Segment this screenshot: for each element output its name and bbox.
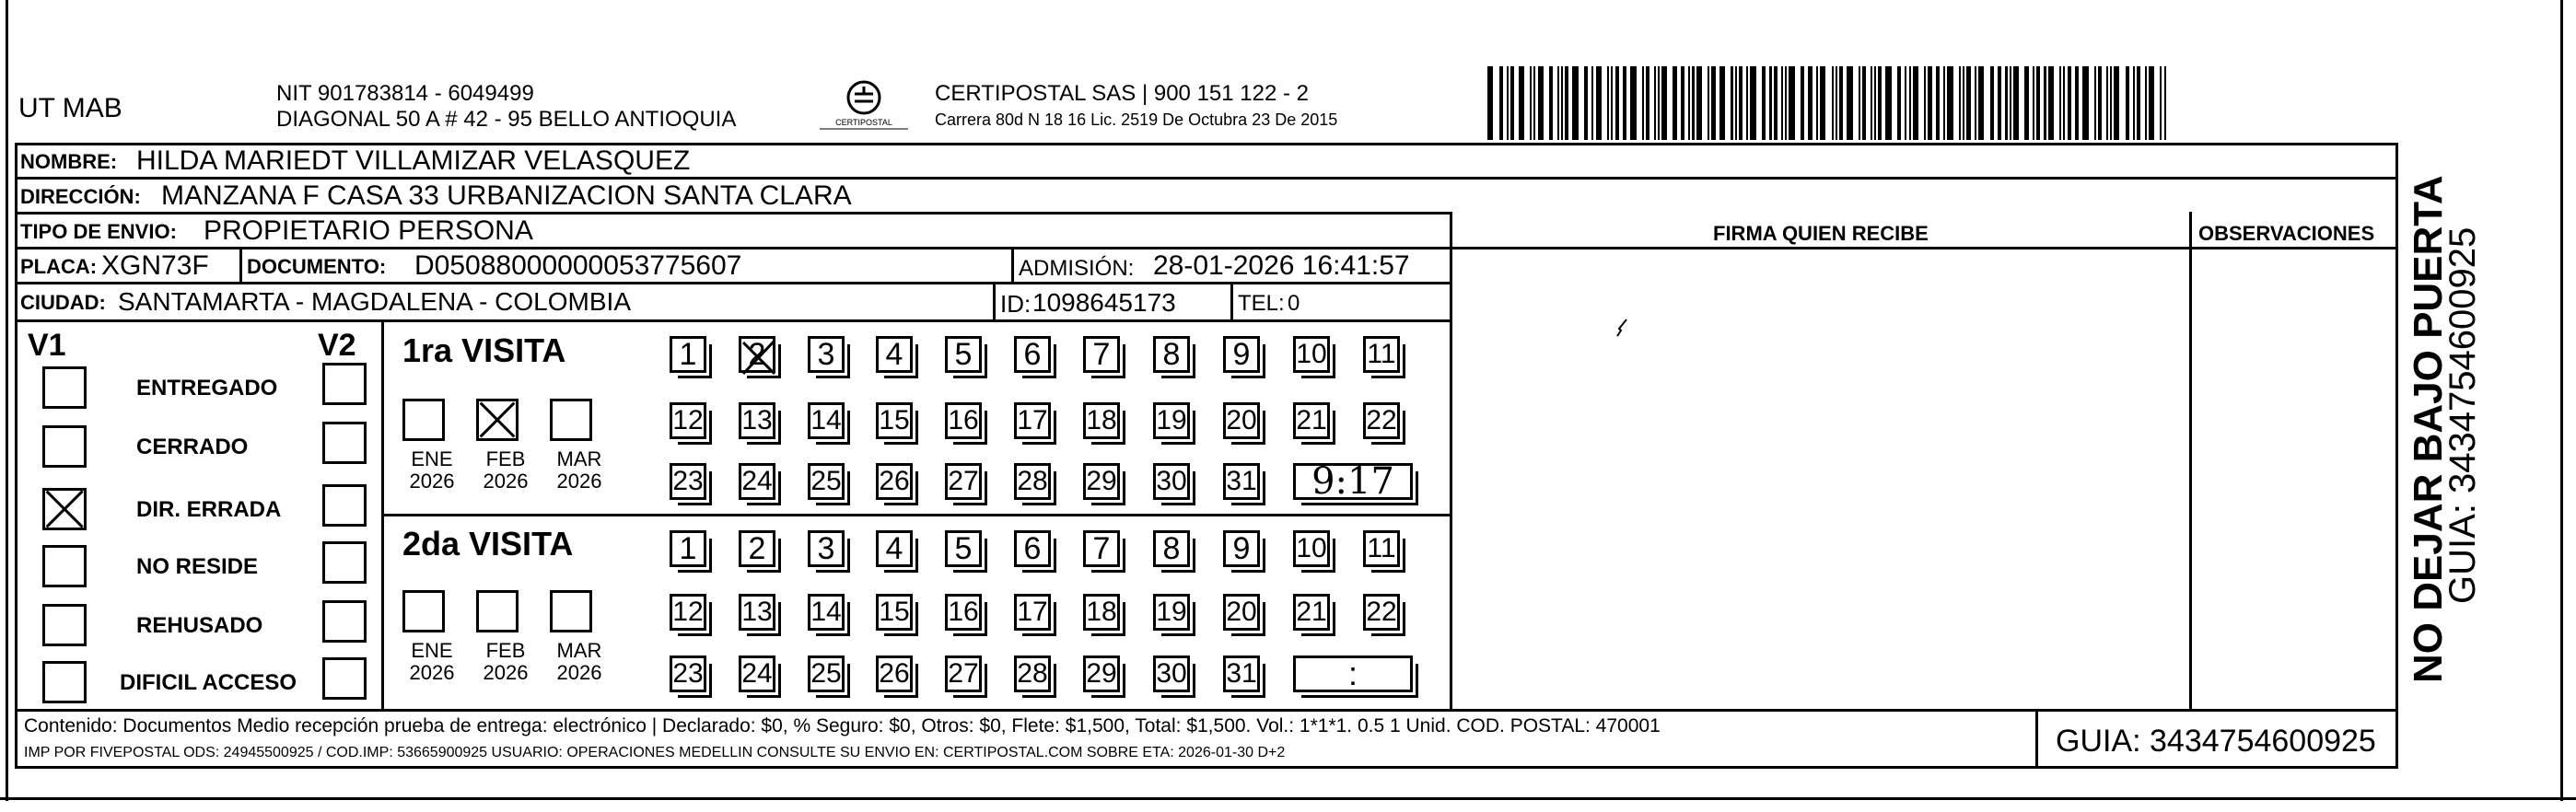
day-box[interactable] xyxy=(1293,530,1330,567)
day-box[interactable] xyxy=(1223,594,1260,631)
v2-checkbox[interactable] xyxy=(322,600,367,643)
col-line xyxy=(1011,247,1014,284)
v2-checkbox[interactable] xyxy=(322,541,367,584)
day-number: 4 xyxy=(885,336,903,372)
day-number: 2 xyxy=(748,530,766,566)
v1-checkbox[interactable] xyxy=(42,661,87,703)
address-text: DIAGONAL 50 A # 42 - 95 BELLO ANTIOQUIA xyxy=(276,107,737,132)
day-number: 11 xyxy=(1367,533,1396,563)
day-box[interactable] xyxy=(945,336,982,373)
day-number: 28 xyxy=(1017,658,1048,689)
day-box[interactable] xyxy=(876,530,913,567)
direccion-value: MANZANA F CASA 33 URBANIZACION SANTA CLARA xyxy=(161,180,852,211)
day-number: 14 xyxy=(810,405,842,435)
day-number: 15 xyxy=(879,405,910,435)
page-edge-bottom xyxy=(0,797,2576,800)
day-number: 12 xyxy=(672,597,704,627)
row-line xyxy=(15,247,2398,249)
row-line xyxy=(15,282,1451,284)
day-number: 21 xyxy=(1296,405,1327,435)
day-box[interactable] xyxy=(670,530,706,567)
day-box[interactable] xyxy=(808,463,845,500)
day-number: 18 xyxy=(1086,405,1117,435)
col-line xyxy=(381,319,384,711)
col-line xyxy=(1230,282,1233,319)
col-line xyxy=(2035,709,2038,769)
day-number: 12 xyxy=(672,405,704,435)
admision-label: ADMISIÓN: xyxy=(1019,256,1135,281)
status-label: ENTREGADO xyxy=(136,376,278,400)
day-number: 30 xyxy=(1156,658,1187,689)
row-line xyxy=(15,319,1451,322)
day-box[interactable] xyxy=(1363,594,1400,631)
day-box[interactable] xyxy=(1083,402,1120,439)
day-box[interactable] xyxy=(1223,336,1260,373)
tipo-label: TIPO DE ENVIO: xyxy=(20,220,177,243)
direccion-label: DIRECCIÓN: xyxy=(20,185,141,208)
day-number: 15 xyxy=(879,597,910,627)
day-number: 29 xyxy=(1086,466,1117,496)
page-edge-right xyxy=(2560,0,2563,801)
day-number: 4 xyxy=(885,530,903,566)
day-box[interactable] xyxy=(1293,402,1330,439)
day-box[interactable] xyxy=(876,655,913,692)
day-box[interactable] xyxy=(1083,655,1120,692)
day-box[interactable] xyxy=(670,463,706,500)
v1-checkbox[interactable] xyxy=(42,425,87,468)
side-guia: GUIA: 3434754600925 xyxy=(2442,226,2483,604)
day-number: 13 xyxy=(741,597,773,627)
day-box[interactable] xyxy=(1363,336,1400,373)
month-checkbox[interactable] xyxy=(550,399,592,441)
day-number: 26 xyxy=(879,658,910,689)
status-label: DIR. ERRADA xyxy=(136,497,282,522)
day-box[interactable] xyxy=(1083,530,1120,567)
day-box[interactable] xyxy=(1153,594,1190,631)
day-box[interactable] xyxy=(1153,655,1190,692)
day-box[interactable] xyxy=(739,463,775,500)
time-box[interactable] xyxy=(1293,460,1413,503)
day-number: 25 xyxy=(810,658,842,689)
col-line xyxy=(993,282,996,319)
nombre-label: NOMBRE: xyxy=(20,150,118,173)
day-number: 19 xyxy=(1156,405,1187,435)
day-box[interactable] xyxy=(670,594,706,631)
documento-label: DOCUMENTO: xyxy=(247,255,387,278)
year-label: 2026 xyxy=(556,661,602,684)
day-box[interactable] xyxy=(1153,463,1190,500)
day-box[interactable] xyxy=(808,336,845,373)
day-box[interactable] xyxy=(1153,402,1190,439)
day-number: 30 xyxy=(1156,466,1187,496)
id-label: ID: xyxy=(1000,290,1032,318)
month-label: MAR xyxy=(556,447,602,470)
day-number: 3 xyxy=(817,336,835,372)
day-number: 16 xyxy=(948,597,979,627)
day-number: 16 xyxy=(948,405,979,435)
day-check-mark xyxy=(741,336,778,376)
year-label: 2026 xyxy=(483,470,529,493)
status-label: NO RESIDE xyxy=(136,554,259,579)
visit2-title: 2da VISITA xyxy=(402,525,574,563)
day-box[interactable] xyxy=(670,336,706,373)
day-box[interactable] xyxy=(808,594,845,631)
observaciones-header: OBSERVACIONES xyxy=(2198,222,2375,245)
v2-checkbox[interactable] xyxy=(322,484,367,527)
day-number: 8 xyxy=(1162,530,1181,566)
day-box[interactable] xyxy=(1363,402,1400,439)
footer-imp: IMP POR FIVEPOSTAL ODS: 24945500925 / COD.IMP: 53665900925 USUARIO: OPERACIONES MEDELLIN CONSULTE SU ENVIO EN: CERTIPOSTAL.COM SOBRE ETA: 2026-01-30 D+2 xyxy=(24,745,1286,760)
day-number: 17 xyxy=(1017,405,1048,435)
month-checkbox[interactable] xyxy=(402,590,445,632)
month-label: ENE xyxy=(411,639,453,662)
status-label: CERRADO xyxy=(136,435,249,459)
day-box[interactable] xyxy=(876,594,913,631)
month-checkbox[interactable] xyxy=(402,399,445,441)
day-number: 19 xyxy=(1156,597,1187,627)
time-value: : xyxy=(1347,655,1358,692)
v2-header: V2 xyxy=(318,328,356,363)
day-number: 10 xyxy=(1296,533,1327,563)
status-label: REHUSADO xyxy=(136,613,263,638)
tel-value: 0 xyxy=(1288,291,1300,316)
month-label: FEB xyxy=(485,447,526,470)
day-number: 11 xyxy=(1367,339,1396,369)
day-box[interactable] xyxy=(670,402,706,439)
day-number: 7 xyxy=(1092,336,1111,372)
day-number: 1 xyxy=(679,336,697,372)
barcode xyxy=(1487,66,2169,140)
placa-label: PLACA: xyxy=(20,255,98,278)
v2-checkbox[interactable] xyxy=(322,422,367,464)
day-box[interactable] xyxy=(1153,336,1190,373)
visit1-title: 1ra VISITA xyxy=(402,331,566,369)
month-label: ENE xyxy=(411,447,453,470)
day-number: 29 xyxy=(1086,658,1117,689)
day-box[interactable] xyxy=(1223,530,1260,567)
day-number: 21 xyxy=(1296,597,1327,627)
firma-header: FIRMA QUIEN RECIBE xyxy=(1713,222,1929,245)
v1-checkbox[interactable] xyxy=(42,366,87,409)
day-number: 6 xyxy=(1023,530,1042,566)
day-number: 22 xyxy=(1366,405,1397,435)
day-number: 23 xyxy=(672,466,704,496)
v1-header: V1 xyxy=(28,328,66,363)
day-number: 31 xyxy=(1226,466,1257,496)
day-number: 10 xyxy=(1296,339,1327,369)
day-box[interactable] xyxy=(876,402,913,439)
col-line xyxy=(239,247,242,284)
month-checkbox[interactable] xyxy=(476,399,519,441)
barcode-gap xyxy=(2166,66,2168,140)
documento-value: D05088000000053775607 xyxy=(414,250,742,281)
day-number: 2 xyxy=(748,336,766,372)
day-box[interactable] xyxy=(945,463,982,500)
day-number: 25 xyxy=(810,466,842,496)
certipostal-line1: CERTIPOSTAL SAS | 900 151 122 - 2 xyxy=(935,81,1309,106)
day-number: 27 xyxy=(948,466,979,496)
company-left: UT MAB xyxy=(18,93,122,123)
day-box[interactable] xyxy=(1223,655,1260,692)
day-number: 5 xyxy=(954,336,973,372)
certipostal-line2: Carrera 80d N 18 16 Lic. 2519 De Octubra 23 De 2015 xyxy=(935,110,1338,129)
ciudad-value: SANTAMARTA - MAGDALENA - COLOMBIA xyxy=(118,287,631,316)
signature-mark xyxy=(1615,318,1628,338)
day-number: 6 xyxy=(1023,336,1042,372)
row-line xyxy=(381,514,1451,516)
page-edge-left xyxy=(6,0,8,801)
day-box[interactable] xyxy=(1083,594,1120,631)
tel-label: TEL: xyxy=(1238,291,1285,316)
logo-text: CERTIPOSTAL xyxy=(835,118,892,127)
day-box[interactable] xyxy=(876,336,913,373)
month-label: FEB xyxy=(485,639,526,662)
year-label: 2026 xyxy=(409,470,455,493)
day-box[interactable] xyxy=(1083,336,1120,373)
day-number: 31 xyxy=(1226,658,1257,689)
day-number: 17 xyxy=(1017,597,1048,627)
day-box[interactable] xyxy=(1363,530,1400,567)
day-box[interactable] xyxy=(808,655,845,692)
col-line xyxy=(2189,212,2192,711)
day-number: 9 xyxy=(1232,336,1251,372)
day-number: 9 xyxy=(1232,530,1251,566)
admision-value: 28-01-2026 16:41:57 xyxy=(1153,250,1410,281)
time-value: 9:17 xyxy=(1311,460,1394,503)
day-box[interactable] xyxy=(670,655,706,692)
no-dejar-bajo-puerta: NO DEJAR BAJO PUERTA xyxy=(2406,175,2451,683)
day-number: 20 xyxy=(1226,597,1257,627)
v2-checkbox[interactable] xyxy=(322,363,367,405)
day-number: 22 xyxy=(1366,597,1397,627)
footer-guia: GUIA: 3434754600925 xyxy=(2056,724,2376,759)
day-number: 8 xyxy=(1162,336,1181,372)
day-number: 24 xyxy=(741,658,773,689)
day-box[interactable] xyxy=(808,402,845,439)
day-box[interactable] xyxy=(739,655,775,692)
day-number: 24 xyxy=(741,466,773,496)
day-box[interactable] xyxy=(1223,463,1260,500)
v1-checkbox[interactable] xyxy=(42,488,87,530)
day-number: 14 xyxy=(810,597,842,627)
tipo-value: PROPIETARIO PERSONA xyxy=(204,215,533,246)
day-box[interactable] xyxy=(1014,655,1051,692)
day-box[interactable] xyxy=(945,530,982,567)
day-box[interactable] xyxy=(1014,402,1051,439)
year-label: 2026 xyxy=(409,661,455,684)
day-box[interactable] xyxy=(739,336,775,373)
month-checkbox[interactable] xyxy=(476,590,519,632)
v1-checkbox[interactable] xyxy=(42,545,87,587)
day-box[interactable] xyxy=(1153,530,1190,567)
day-number: 5 xyxy=(954,530,973,566)
day-box[interactable] xyxy=(1014,530,1051,567)
day-box[interactable] xyxy=(1014,336,1051,373)
day-number: 23 xyxy=(672,658,704,689)
row-line xyxy=(15,212,1451,215)
day-box[interactable] xyxy=(739,530,775,567)
day-number: 28 xyxy=(1017,466,1048,496)
nombre-value: HILDA MARIEDT VILLAMIZAR VELASQUEZ xyxy=(136,145,691,176)
day-box[interactable] xyxy=(808,530,845,567)
v2-checkbox[interactable] xyxy=(322,657,367,700)
day-box[interactable] xyxy=(739,594,775,631)
day-box[interactable] xyxy=(1223,402,1260,439)
ciudad-label: CIUDAD: xyxy=(20,291,106,314)
year-label: 2026 xyxy=(556,470,602,493)
col-line xyxy=(1450,212,1452,711)
v1-checkbox[interactable] xyxy=(42,604,87,646)
row-line xyxy=(15,709,2398,712)
day-box[interactable] xyxy=(1293,336,1330,373)
day-number: 1 xyxy=(679,530,697,566)
row-line xyxy=(15,177,2398,180)
day-box[interactable] xyxy=(1293,594,1330,631)
day-number: 3 xyxy=(817,530,835,566)
day-number: 18 xyxy=(1086,597,1117,627)
day-number: 20 xyxy=(1226,405,1257,435)
nit-text: NIT 901783814 - 6049499 xyxy=(276,81,534,106)
month-checkbox[interactable] xyxy=(550,590,592,632)
day-box[interactable] xyxy=(945,402,982,439)
status-label: DIFICIL ACCESO xyxy=(120,670,297,695)
placa-value: XGN73F xyxy=(101,250,209,281)
day-number: 26 xyxy=(879,466,910,496)
year-label: 2026 xyxy=(483,661,529,684)
certipostal-logo xyxy=(818,74,910,140)
day-number: 27 xyxy=(948,658,979,689)
day-box[interactable] xyxy=(1014,463,1051,500)
day-number: 7 xyxy=(1092,530,1111,566)
month-label: MAR xyxy=(556,639,602,662)
day-number: 13 xyxy=(741,405,773,435)
day-box[interactable] xyxy=(1083,463,1120,500)
day-box[interactable] xyxy=(1014,594,1051,631)
id-value: 1098645173 xyxy=(1032,288,1176,317)
footer-contenido: Contenido: Documentos Medio recepción prueba de entrega: electrónico | Declarado: $0, % Seguro: $0, Otros: $0, Flete: $1,500, Total: $1,500. Vol.: 1*1*1. 0.5 1 Unid. COD. POSTAL: 470001 xyxy=(24,715,1661,737)
day-box[interactable] xyxy=(739,402,775,439)
time-box[interactable] xyxy=(1293,655,1413,692)
day-box[interactable] xyxy=(876,463,913,500)
day-box[interactable] xyxy=(945,594,982,631)
day-box[interactable] xyxy=(945,655,982,692)
